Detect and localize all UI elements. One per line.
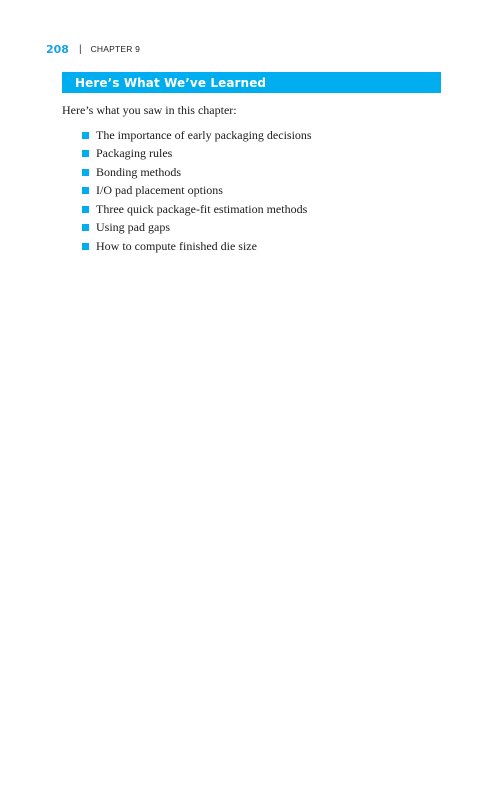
running-head-separator: |	[78, 43, 82, 55]
square-bullet-icon	[82, 169, 89, 176]
running-head	[46, 42, 140, 56]
bullet-text: Packaging rules	[96, 146, 173, 161]
bullet-text: I/O pad placement options	[96, 183, 223, 198]
square-bullet-icon	[82, 206, 89, 213]
intro-paragraph: Here’s what you saw in this chapter:	[62, 103, 237, 117]
bullet-text: Bonding methods	[96, 164, 182, 179]
bullet-item	[82, 182, 312, 201]
summary-bullet-list	[82, 126, 312, 256]
square-bullet-icon	[82, 243, 89, 250]
bullet-item	[82, 145, 312, 164]
bullet-text: How to compute finished die size	[96, 238, 257, 253]
bullet-text: The importance of early packaging decisions	[96, 127, 312, 142]
bullet-item	[82, 219, 312, 238]
square-bullet-icon	[82, 132, 89, 139]
square-bullet-icon	[82, 150, 89, 157]
section-heading: Here’s What We’ve Learned	[75, 75, 267, 90]
bullet-item	[82, 200, 312, 219]
bullet-text: Three quick package-fit estimation methods	[96, 201, 308, 216]
square-bullet-icon	[82, 224, 89, 231]
bullet-item	[82, 163, 312, 182]
page-number: 208	[46, 42, 69, 56]
chapter-label: CHAPTER 9	[90, 44, 141, 54]
bullet-item	[82, 237, 312, 256]
bullet-text: Using pad gaps	[96, 220, 170, 235]
section-heading-bar	[62, 72, 441, 93]
square-bullet-icon	[82, 187, 89, 194]
bullet-item	[82, 126, 312, 145]
